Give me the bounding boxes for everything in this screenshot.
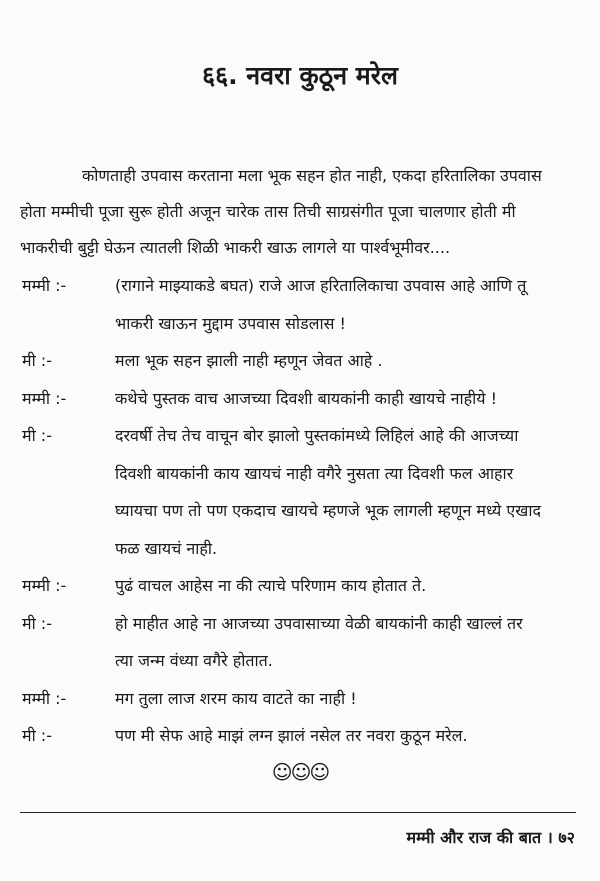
dialogue-line: हो माहीत आहे ना आजच्या उपवासाच्या वेळी बायकांनी काही खाल्लं तर — [115, 613, 523, 633]
dialogue-line: (रागाने माझ्याकडे बघत) राजे आज हरितालिकाचा उपवास आहे आणि तू — [115, 276, 527, 295]
dialogue-line: त्या जन्म वंध्या वगैरे होतात. — [115, 651, 273, 670]
intro-line: कोणताही उपवास करताना मला भूक सहन होत नाही, एकदा हरितालिका उपवास — [82, 166, 542, 185]
dialogue-line: मला भूक सहन झाली नाही म्हणून जेवत आहे . — [115, 351, 383, 370]
chapter-title: ६६. नवरा कुठून मरेल — [202, 61, 398, 90]
page-footer: मम्मी और राज की बात । ७२ — [406, 828, 575, 847]
dialogue-line: कथेचे पुस्तक वाच आजच्या दिवशी बायकांनी काही खायचे नाहीये ! — [115, 388, 498, 408]
dialogue-line: पुढं वाचल आहेस ना की त्याचे परिणाम काय होतात ते. — [115, 576, 427, 595]
dialogue-line: दिवशी बायकांनी काय खायचं नाही वगैरे नुसता त्या दिवशी फल आहार — [115, 463, 514, 483]
dialogue-line: पण मी सेफ आहे माझं लग्न झालं नसेल तर नवरा कुठून मरेल. — [115, 726, 468, 745]
dialogue-line: दरवर्षी तेच तेच वाचून बोर झालो पुस्तकांमध्ये लिहिलं आहे की आजच्या — [115, 426, 519, 445]
dialogue-line: फळ खायचं नाही. — [115, 538, 218, 558]
speaker-label: मी :- — [22, 426, 52, 445]
speaker-label: मी :- — [22, 613, 52, 633]
speaker-label: मम्मी :- — [22, 388, 67, 408]
intro-line: होता मम्मीची पूजा सुरू होती अजून चारेक तास तिची साग्रसंगीत पूजा चालणार होती मी — [20, 202, 516, 221]
intro-line: भाकरीची बुट्टी घेऊन त्यातली शिळी भाकरी खाऊ लागले या पार्श्वभूमीवर.... — [20, 238, 451, 257]
speaker-label: मी :- — [22, 726, 52, 745]
speaker-label: मम्मी :- — [22, 576, 67, 595]
speaker-label: मी :- — [22, 351, 52, 370]
dialogue-line: भाकरी खाऊन मुद्दाम उपवास सोडलास ! — [115, 313, 346, 333]
speaker-label: मम्मी :- — [22, 276, 67, 295]
dialogue-line: मग तुला लाज शरम काय वाटते का नाही ! — [115, 688, 357, 708]
footer-divider — [20, 812, 576, 813]
speaker-label: मम्मी :- — [22, 688, 67, 708]
dialogue-line: घ्यायचा पण तो पण एकदाच खायचे म्हणजे भूक लागली म्हणून मध्ये एखाद — [115, 501, 541, 520]
smiley-icons: ☺☺☺ — [271, 760, 329, 784]
